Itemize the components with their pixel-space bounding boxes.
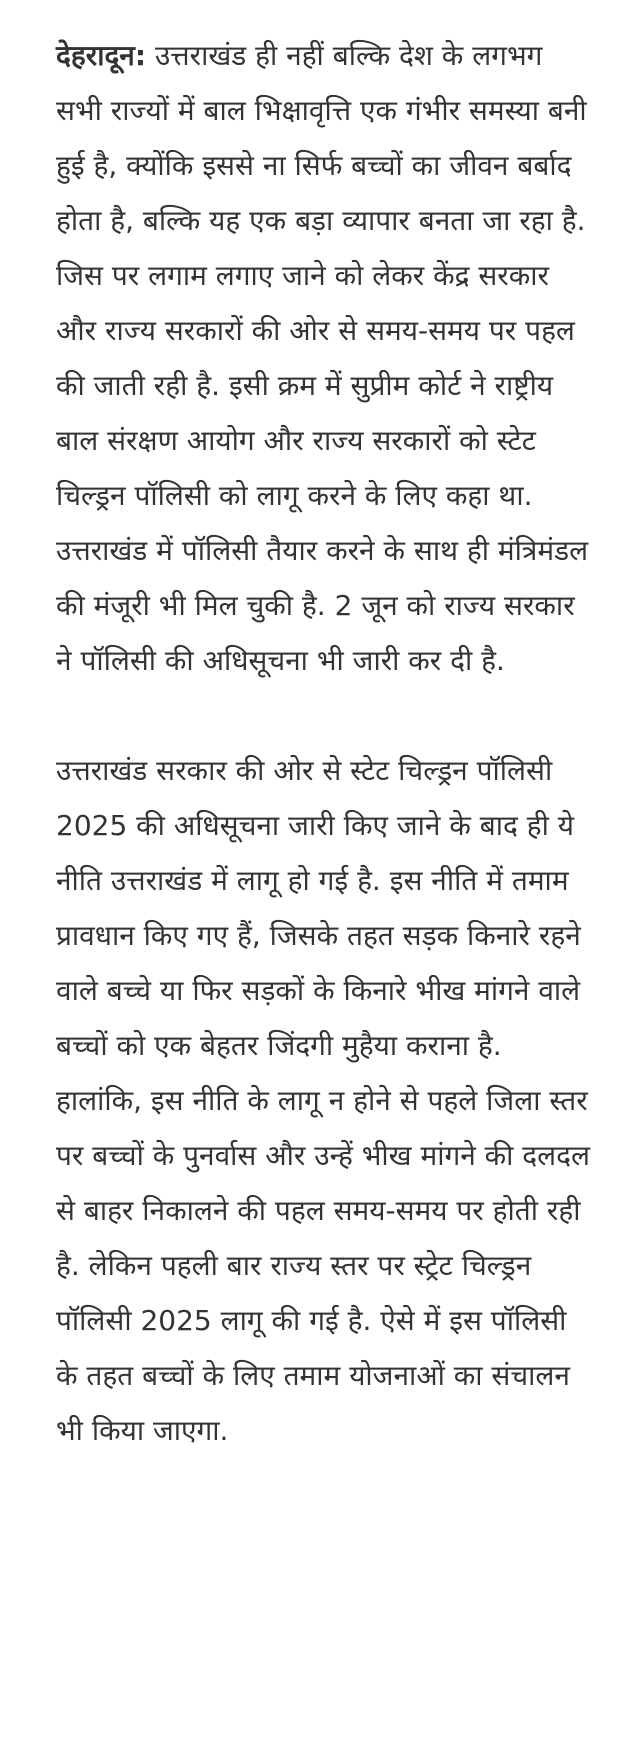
article-body bbox=[56, 28, 596, 1458]
dateline: देहरादून: bbox=[56, 39, 147, 72]
paragraph-1-text: उत्तराखंड ही नहीं बल्कि देश के लगभग सभी राज्यों में बाल भिक्षावृत्ति एक गंभीर समस्या बनी हुई है, क्योंकि इससे ना सिर्फ बच्चों का जीवन बर्बाद होता है, बल्कि यह एक बड़ा व्यापार बनता जा रहा है. जिस पर लगाम लगाए जाने को लेकर केंद्र सरकार और राज्य सरकारों की ओर से समय-समय पर पहल की जाती रही है. इसी क्रम में सुप्रीम कोर्ट ने राष्ट्रीय बाल संरक्षण आयोग और राज्य सरकारों को स्टेट चिल्ड्रन पॉलिसी को लागू करने के लिए कहा था. उत्तराखंड में पॉलिसी तैयार करने के साथ ही मंत्रिमंडल की मंजूरी भी मिल चुकी है. 2 जून को राज्य सरकार ने पॉलिसी की अधिसूचना भी जारी कर दी है. bbox=[56, 39, 589, 677]
paragraph-1 bbox=[56, 28, 596, 688]
paragraph-2: उत्तराखंड सरकार की ओर से स्टेट चिल्ड्रन पॉलिसी 2025 की अधिसूचना जारी किए जाने के बाद ही ये नीति उत्तराखंड में लागू हो गई है. इस नीति में तमाम प्रावधान किए गए हैं, जिसके तहत सड़क किनारे रहने वाले बच्चे या फिर सड़कों के किनारे भीख मांगने वाले बच्चों को एक बेहतर जिंदगी मुहैया कराना है. हालांकि, इस नीति के लागू न होने से पहले जिला स्तर पर बच्चों के पुनर्वास और उन्हें भीख मांगने की दलदल से बाहर निकालने की पहल समय-समय पर होती रही है. लेकिन पहली बार राज्य स्तर पर स्ट्रेट चिल्ड्रन पॉलिसी 2025 लागू की गई है. ऐसे में इस पॉलिसी के तहत बच्चों के लिए तमाम योजनाओं का संचालन भी किया जाएगा. bbox=[56, 754, 591, 1447]
